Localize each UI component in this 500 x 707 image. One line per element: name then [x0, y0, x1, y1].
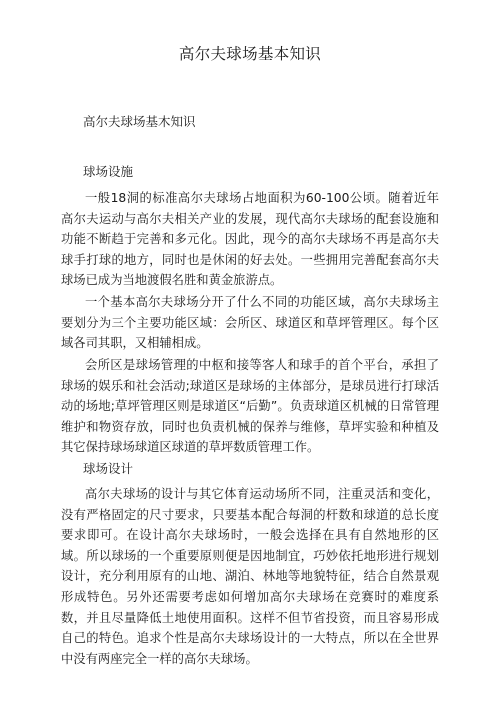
paragraph-facilities-1: 一般18洞的标准高尔夫球场占地面积为60-100公顷。随着近年高尔夫运动与高尔夫相关产业的发展，现代高尔夫球场的配套设施和功能不断趋于完善和多元化。因此，现今的高尔夫球场不再是高尔夫球手打球的地方，同时也是休闲的好去处。一些拥用完善配套高尔夫球场已成为当地渡假名胜和黄金旅游点。: [61, 191, 439, 288]
section-heading-facilities: 球场设施: [83, 164, 134, 179]
section-heading-design: 球场设计: [83, 461, 134, 476]
paragraph-facilities-3: 会所区是球场管理的中枢和接等客人和球手的首个平台，承担了球场的娱乐和社会活动;球道区是球场的主体部分，是球员进行打球活动的场地;草坪管理区则是球道区“后勤”。负责球道区机械的日常管理维护和物资存放，同时也负责机械的保养与维修，草坪实验和种植及其它保持球场球道区球道的草坪数质管理工作。: [61, 358, 439, 455]
document-title: 高尔夫球场基本知识: [178, 45, 322, 63]
document-subtitle: 高尔夫球场基木知识: [83, 114, 196, 129]
paragraph-facilities-2: 一个基本高尔夫球场分开了什么不同的功能区域，高尔夫球场主要划分为三个主要功能区域：会所区、球道区和草坪管理区。每个区域各司其职，又相辅相成。: [61, 295, 439, 351]
paragraph-design-1: 高尔夫球场的设计与其它体育运动场所不同，注重灵活和变化，没有严格固定的尺寸要求，只要基本配合每洞的杆数和球道的总长度要求即可。在设计高尔夫球场时，一般会选择在具有自然地形的区域。所以球场的一个重要原则便是因地制宜，巧妙依托地形进行规划设计，充分利用原有的山地、湖泊、林地等地貌特征，结合自然景观形成特色。另外还需要考虑如何增加高尔夫球场在竞赛时的难度系数，并且尽量降低土地使用面积。这样不但节省投资，而且容易形成自己的特色。追求个性是高尔夫球场设计的一大特点，所以在全世界中没有两座完全一样的高尔夫球场。: [61, 487, 439, 666]
